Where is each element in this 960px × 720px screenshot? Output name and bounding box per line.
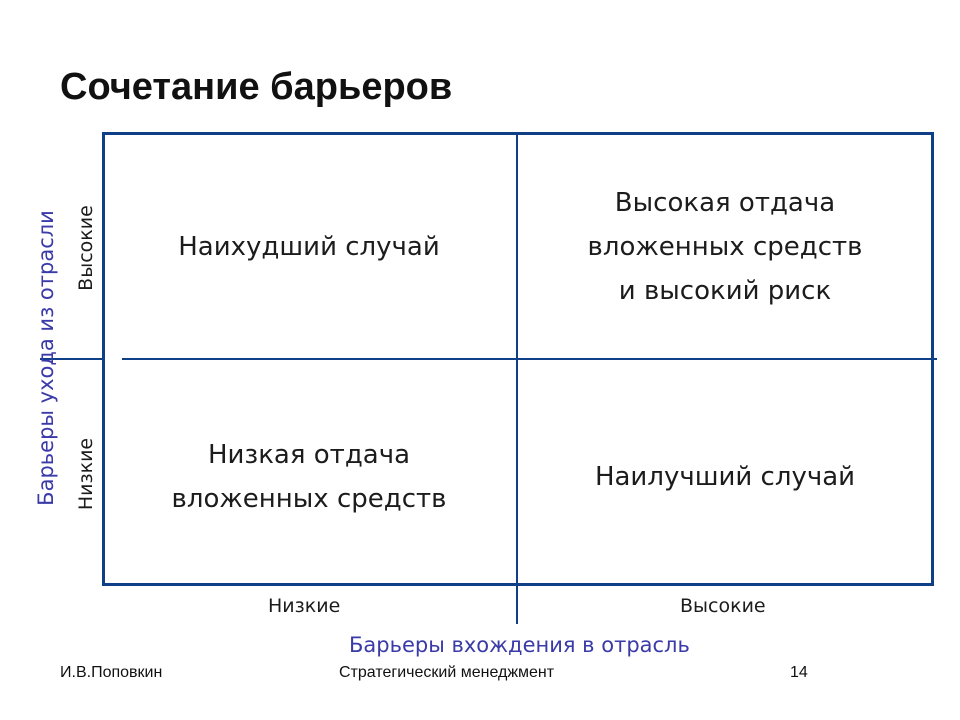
quadrant-top-right-text: Высокая отдача вложенных средств и высокий риск [587, 188, 863, 306]
x-axis-tick-low: Низкие [268, 595, 341, 617]
matrix-border-bottom [102, 583, 934, 586]
quadrant-bottom-right [518, 402, 932, 552]
y-axis-tick-high: Высокие [75, 205, 97, 291]
matrix-horizontal-divider [122, 358, 937, 360]
quadrant-top-left-text: Наихудший случай [178, 232, 440, 262]
matrix-vertical-divider-extension [516, 586, 518, 624]
footer-course-title: Стратегический менеджмент [339, 664, 555, 681]
quadrant-top-left [102, 172, 516, 322]
y-axis-tick-low: Низкие [75, 437, 97, 511]
quadrant-top-right [518, 172, 932, 322]
x-axis-label: Барьеры вхождения в отрасль [349, 633, 690, 657]
slide-title: Сочетание барьеров [60, 66, 453, 108]
matrix-border-top [102, 132, 934, 135]
y-axis-label: Барьеры ухода из отрасли [34, 210, 58, 506]
footer-author: И.В.Поповкин [60, 664, 163, 681]
quadrant-bottom-left [102, 402, 516, 552]
quadrant-bottom-left-text: Низкая отдача вложенных средств [171, 440, 447, 514]
footer-page-number: 14 [790, 664, 808, 681]
x-axis-tick-high: Высокие [680, 595, 766, 617]
quadrant-bottom-right-text: Наилучший случай [594, 462, 856, 492]
barrier-matrix [102, 132, 934, 586]
